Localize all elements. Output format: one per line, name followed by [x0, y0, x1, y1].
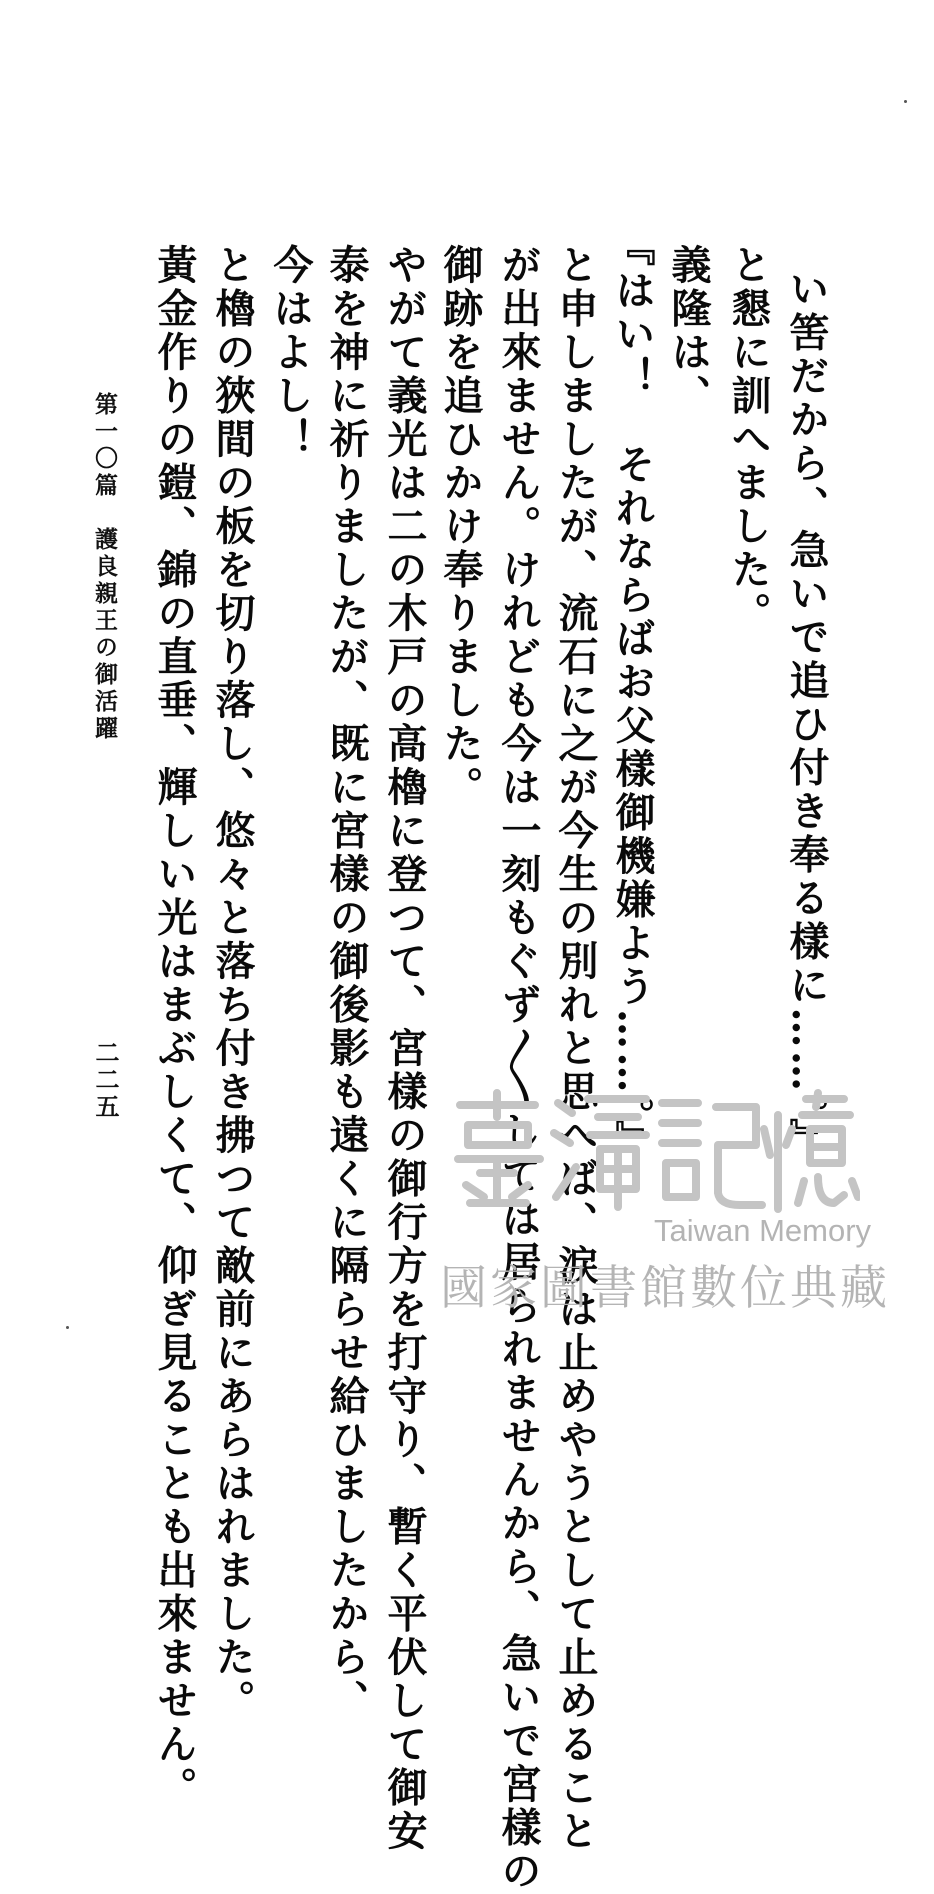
running-header: 第一〇篇 護良親王の御活躍	[91, 392, 118, 743]
text-column-4: 『はい！ それならばお父樣御機嫌よう……。』	[609, 226, 656, 1163]
text-column-12: 黃金作りの鎧、錦の直垂、輝しい光はまぶしくて、仰ぎ見ることも出來ません。	[151, 244, 198, 1810]
text-column-5: と申しましたが、流石に之が今生の別れと思へば、涙は止めやうとして止めること	[552, 244, 599, 1854]
text-column-1: い筈だから、急いで追ひ付き奉る樣に……。』	[783, 268, 830, 1162]
text-column-8: やがて義光は二の木戸の高櫓に登つて、宮樣の御行方を打守り、暫く平伏して御安	[381, 244, 428, 1854]
text-column-11: と櫓の狹間の板を切り落し、悠々と落ち付き拂つて敵前にあらはれました。	[209, 244, 256, 1723]
scan-speck	[66, 1326, 69, 1329]
scan-speck	[904, 100, 907, 103]
text-column-2: と懇に訓へました。	[725, 244, 772, 636]
watermark-english: Taiwan Memory	[654, 1213, 872, 1248]
text-column-7: 御跡を追ひかけ奉りました。	[437, 244, 484, 810]
text-column-6: が出來ません。けれども今は一刻もぐず〳〵しては居られませんから、急いで宮樣の	[495, 244, 542, 1894]
text-column-3: 義隆は、	[665, 244, 712, 418]
watermark-chinese: 國家圖書館數位典藏	[440, 1261, 890, 1314]
text-column-9: 泰を神に祈りましたが、既に宮樣の御後影も遠くに隔らせ給ひましたから、	[323, 244, 370, 1723]
watermark-logo	[440, 1085, 860, 1215]
text-column-10: 今はよし！	[267, 244, 314, 462]
page-number: 二二五	[91, 1040, 120, 1121]
